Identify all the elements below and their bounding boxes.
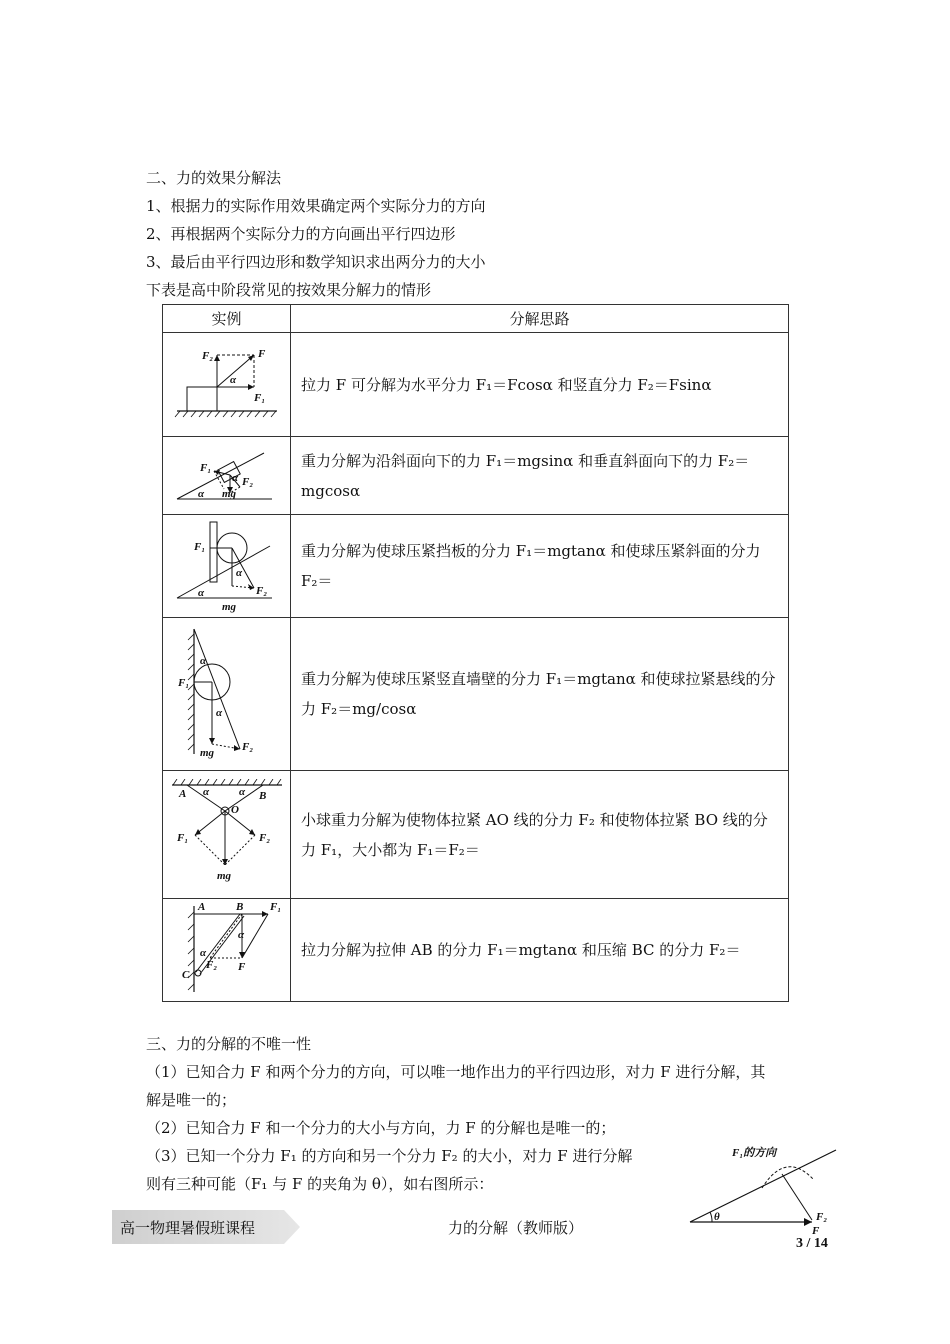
row-2-description: 重力分解为沿斜面向下的力 F₁＝mgsinα 和垂直斜面向下的力 F₂＝mgcosα <box>291 437 789 515</box>
row-6-description: 拉力分解为拉伸 AB 的分力 F₁＝mgtanα 和压缩 BC 的分力 F₂＝ <box>291 899 789 1002</box>
table-intro: 下表是高中阶段常见的按效果分解力的情形 <box>146 281 432 299</box>
figure-horizontal-pull <box>163 333 291 437</box>
figure-bracket <box>163 899 291 1002</box>
label-f1: F₁ <box>193 541 205 553</box>
label-f2: F₂ <box>255 585 267 597</box>
label-alpha-base: α <box>197 587 204 599</box>
footer-title: 力的分解（教师版） <box>448 1219 584 1237</box>
row-1-description: 拉力 F 可分解为水平分力 F₁＝Fcosα 和竖直分力 F₂＝Fsinα <box>291 333 789 437</box>
figure-ball-wall-string <box>163 618 291 771</box>
label-f: F <box>257 347 265 360</box>
label-c: C <box>181 969 189 981</box>
label-mg: mg <box>221 487 236 500</box>
label-alpha: α <box>199 655 206 667</box>
label-mg: mg <box>221 601 236 613</box>
label-f1: F₁ <box>176 831 188 844</box>
step-1: 1、根据力的实际作用效果确定两个实际分力的方向 <box>146 197 486 215</box>
figure-incline-block <box>163 437 291 515</box>
label-mg: mg <box>216 869 231 882</box>
footer-course-name: 高一物理暑假班课程 <box>120 1219 256 1237</box>
label-alpha-base: α <box>197 487 204 500</box>
label-alpha: α <box>202 785 209 798</box>
step-2: 2、再根据两个实际分力的方向画出平行四边形 <box>146 225 456 243</box>
label-alpha-2: α <box>199 947 206 959</box>
decomposition-ambiguity-figure <box>686 1140 846 1240</box>
figure-ball-baffle-incline <box>163 515 291 618</box>
label-a: A <box>178 787 186 800</box>
label-o: O <box>230 803 239 816</box>
label-theta: θ <box>714 1211 720 1223</box>
label-f2: F₂ <box>241 741 253 753</box>
table-header-example: 实例 <box>163 305 291 333</box>
label-f: F <box>812 1225 820 1237</box>
section-heading-3: 三、力的分解的不唯一性 <box>146 1035 312 1053</box>
label-alpha: α <box>231 471 238 484</box>
page-number: 3 / 14 <box>796 1236 828 1251</box>
section-heading: 二、力的效果分解法 <box>146 169 282 187</box>
decomposition-table <box>162 304 789 1002</box>
point-2: （2）已知合力 F 和一个分力的大小与方向，力 F 的分解也是唯一的； <box>146 1119 616 1137</box>
figure-two-strings <box>163 771 291 899</box>
point-3-line-2: 则有三种可能（F₁ 与 F 的夹角为 θ），如右图所示： <box>146 1175 494 1193</box>
table-header-method: 分解思路 <box>291 305 789 333</box>
label-f1: F₁ <box>177 677 189 689</box>
label-a: A <box>197 902 205 913</box>
label-f1: F₁ <box>253 391 265 404</box>
label-mg: mg <box>199 747 214 759</box>
row-5-description: 小球重力分解为使物体拉紧 AO 线的分力 F₂ 和使物体拉紧 BO 线的分力 F₁，大小都为 F₁＝F₂＝ <box>291 771 789 899</box>
point-1-line-1: （1）已知合力 F 和两个分力的方向，可以唯一地作出力的平行四边形，对力 F 进行分解，其 <box>146 1063 766 1081</box>
row-3-description: 重力分解为使球压紧挡板的分力 F₁＝mgtanα 和使球压紧斜面的分力 F₂＝ <box>291 515 789 618</box>
label-f: F <box>237 961 245 973</box>
label-b: B <box>235 902 243 913</box>
label-f2: F₂ <box>205 959 217 971</box>
label-alpha: α <box>229 373 236 386</box>
label-f1: F₁ <box>269 902 281 913</box>
label-f2: F₂ <box>241 475 253 488</box>
label-f1: F₁ <box>199 461 211 474</box>
label-alpha-2: α <box>238 785 245 798</box>
point-3-line-1: （3）已知一个分力 F₁ 的方向和另一个分力 F₂ 的大小，对力 F 进行分解 <box>146 1147 633 1165</box>
label-f1-direction: F₁的方向 <box>732 1147 777 1159</box>
label-alpha: α <box>235 567 242 579</box>
label-f2: F₂ <box>258 831 270 844</box>
step-3: 3、最后由平行四边形和数学知识求出两分力的大小 <box>146 253 486 271</box>
point-1-line-2: 解是唯一的； <box>146 1091 237 1109</box>
label-alpha-2: α <box>215 707 222 719</box>
label-f2: F₂ <box>201 349 213 362</box>
label-f2: F₂ <box>816 1211 828 1223</box>
label-alpha: α <box>237 929 244 941</box>
row-4-description: 重力分解为使球压紧竖直墙壁的分力 F₁＝mgtanα 和使球拉紧悬线的分力 F₂＝mg/cosα <box>291 618 789 771</box>
label-b: B <box>258 789 266 802</box>
